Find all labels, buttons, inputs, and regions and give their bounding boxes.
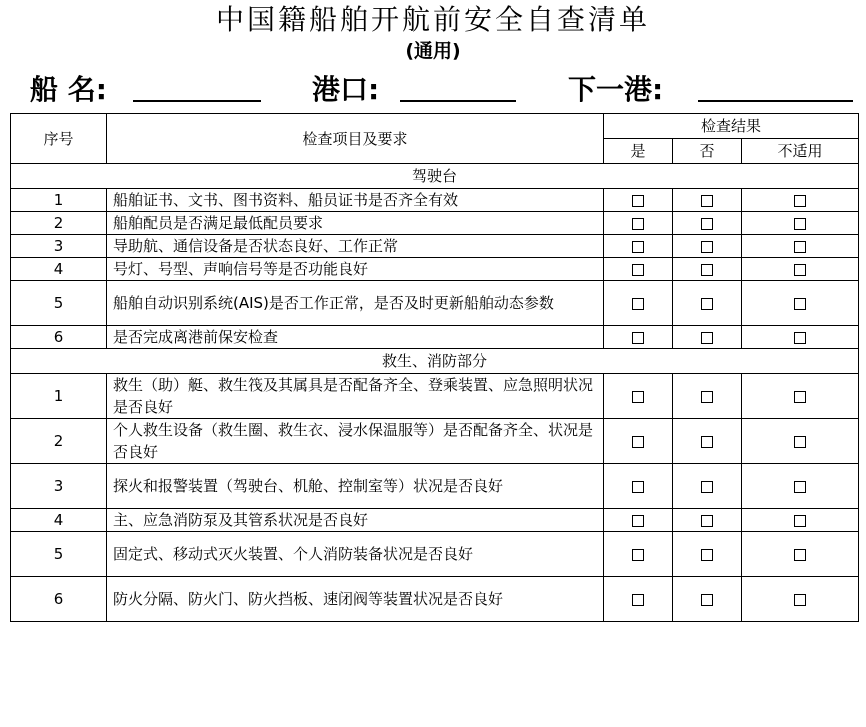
table-row — [11, 326, 859, 349]
result-cell-no — [673, 374, 742, 419]
checkbox-no[interactable] — [701, 264, 713, 276]
table-row — [11, 189, 859, 212]
result-cell-yes — [604, 235, 673, 258]
checkbox-no[interactable] — [701, 391, 713, 403]
port-blank — [400, 100, 516, 102]
result-cell-no — [673, 419, 742, 464]
result-cell-na — [742, 258, 859, 281]
table-row — [11, 464, 859, 509]
table-row — [11, 509, 859, 532]
checkbox-na[interactable] — [794, 241, 806, 253]
document-subtitle: (通用) — [405, 40, 461, 62]
result-cell-no — [673, 189, 742, 212]
result-cell-yes — [604, 326, 673, 349]
row-number: 1 — [11, 189, 107, 212]
result-cell-yes — [604, 419, 673, 464]
checkbox-no[interactable] — [701, 594, 713, 606]
next-port-blank — [698, 100, 853, 102]
checkbox-no[interactable] — [701, 332, 713, 344]
row-item-text: 船舶证书、文书、图书资料、船员证书是否齐全有效 — [107, 189, 604, 212]
result-cell-no — [673, 281, 742, 326]
row-item-text: 探火和报警装置（驾驶台、机舱、控制室等）状况是否良好 — [107, 464, 604, 509]
header-yes: 是 — [604, 139, 673, 164]
checkbox-na[interactable] — [794, 218, 806, 230]
row-number: 3 — [11, 235, 107, 258]
checkbox-yes[interactable] — [632, 594, 644, 606]
row-item-text: 号灯、号型、声响信号等是否功能良好 — [107, 258, 604, 281]
result-cell-no — [673, 326, 742, 349]
table-row — [11, 577, 859, 622]
row-item-text: 是否完成离港前保安检查 — [107, 326, 604, 349]
result-cell-no — [673, 464, 742, 509]
result-cell-na — [742, 464, 859, 509]
result-cell-yes — [604, 374, 673, 419]
checkbox-yes[interactable] — [632, 436, 644, 448]
checkbox-na[interactable] — [794, 298, 806, 310]
section-row — [11, 349, 859, 374]
checkbox-yes[interactable] — [632, 264, 644, 276]
result-cell-no — [673, 235, 742, 258]
ship-name-field — [30, 70, 107, 110]
row-number: 4 — [11, 509, 107, 532]
checkbox-yes[interactable] — [632, 241, 644, 253]
checkbox-na[interactable] — [794, 515, 806, 527]
result-cell-na — [742, 374, 859, 419]
result-cell-yes — [604, 577, 673, 622]
row-number: 6 — [11, 326, 107, 349]
row-item-text: 船舶自动识别系统(AIS)是否工作正常，是否及时更新船舶动态参数 — [107, 281, 604, 326]
table-row — [11, 281, 859, 326]
row-item-text: 防火分隔、防火门、防火挡板、速闭阀等装置状况是否良好 — [107, 577, 604, 622]
result-cell-no — [673, 577, 742, 622]
result-cell-na — [742, 532, 859, 577]
result-cell-no — [673, 509, 742, 532]
checkbox-yes[interactable] — [632, 549, 644, 561]
header-no: 否 — [673, 139, 742, 164]
checkbox-no[interactable] — [701, 195, 713, 207]
checkbox-yes[interactable] — [632, 332, 644, 344]
result-cell-na — [742, 577, 859, 622]
checkbox-no[interactable] — [701, 218, 713, 230]
checkbox-yes[interactable] — [632, 481, 644, 493]
ship-name-blank — [133, 100, 261, 102]
header-number: 序号 — [11, 114, 107, 164]
result-cell-no — [673, 532, 742, 577]
row-number: 4 — [11, 258, 107, 281]
section-title: 驾驶台 — [11, 164, 859, 189]
result-cell-na — [742, 281, 859, 326]
checkbox-na[interactable] — [794, 436, 806, 448]
result-cell-yes — [604, 509, 673, 532]
checkbox-na[interactable] — [794, 481, 806, 493]
row-number: 2 — [11, 212, 107, 235]
row-number: 5 — [11, 281, 107, 326]
section-row — [11, 164, 859, 189]
result-cell-yes — [604, 258, 673, 281]
row-number: 1 — [11, 374, 107, 419]
checkbox-yes[interactable] — [632, 298, 644, 310]
table-row — [11, 532, 859, 577]
checkbox-na[interactable] — [794, 195, 806, 207]
checkbox-na[interactable] — [794, 549, 806, 561]
table-row — [11, 212, 859, 235]
row-item-text: 主、应急消防泵及其管系状况是否良好 — [107, 509, 604, 532]
document-title: 中国籍船舶开航前安全自查清单 — [215, 3, 650, 36]
port-field — [312, 70, 379, 110]
checkbox-no[interactable] — [701, 549, 713, 561]
row-item-text: 固定式、移动式灭火装置、个人消防装备状况是否良好 — [107, 532, 604, 577]
row-number: 2 — [11, 419, 107, 464]
checkbox-yes[interactable] — [632, 515, 644, 527]
checkbox-yes[interactable] — [632, 391, 644, 403]
row-item-text: 船舶配员是否满足最低配员要求 — [107, 212, 604, 235]
table-row — [11, 258, 859, 281]
result-cell-na — [742, 509, 859, 532]
row-item-text: 救生（助）艇、救生筏及其属具是否配备齐全、登乘装置、应急照明状况是否良好 — [107, 374, 604, 419]
checkbox-no[interactable] — [701, 298, 713, 310]
table-row — [11, 419, 859, 464]
row-item-text: 导助航、通信设备是否状态良好、工作正常 — [107, 235, 604, 258]
header-item: 检查项目及要求 — [107, 114, 604, 164]
checkbox-no[interactable] — [701, 515, 713, 527]
result-cell-yes — [604, 532, 673, 577]
row-number: 5 — [11, 532, 107, 577]
header-result: 检查结果 — [604, 114, 859, 139]
result-cell-yes — [604, 281, 673, 326]
next-port-label: 下一港: — [568, 73, 664, 106]
checklist-table — [10, 113, 859, 622]
row-number: 6 — [11, 577, 107, 622]
result-cell-na — [742, 419, 859, 464]
result-cell-yes — [604, 464, 673, 509]
result-cell-yes — [604, 212, 673, 235]
checkbox-no[interactable] — [701, 436, 713, 448]
table-row — [11, 235, 859, 258]
result-cell-na — [742, 235, 859, 258]
row-item-text: 个人救生设备（救生圈、救生衣、浸水保温服等）是否配备齐全、状况是否良好 — [107, 419, 604, 464]
row-number: 3 — [11, 464, 107, 509]
port-label: 港口: — [312, 73, 380, 106]
table-row — [11, 374, 859, 419]
next-port-field — [568, 70, 663, 110]
checkbox-yes[interactable] — [632, 195, 644, 207]
checkbox-yes[interactable] — [632, 218, 644, 230]
checkbox-na[interactable] — [794, 594, 806, 606]
checkbox-na[interactable] — [794, 264, 806, 276]
checkbox-na[interactable] — [794, 332, 806, 344]
result-cell-na — [742, 189, 859, 212]
section-title: 救生、消防部分 — [11, 349, 859, 374]
result-cell-na — [742, 326, 859, 349]
ship-name-label: 船 名: — [30, 73, 107, 106]
result-cell-no — [673, 212, 742, 235]
result-cell-no — [673, 258, 742, 281]
checkbox-na[interactable] — [794, 391, 806, 403]
result-cell-na — [742, 212, 859, 235]
checkbox-no[interactable] — [701, 481, 713, 493]
checkbox-no[interactable] — [701, 241, 713, 253]
result-cell-yes — [604, 189, 673, 212]
header-na: 不适用 — [742, 139, 859, 164]
